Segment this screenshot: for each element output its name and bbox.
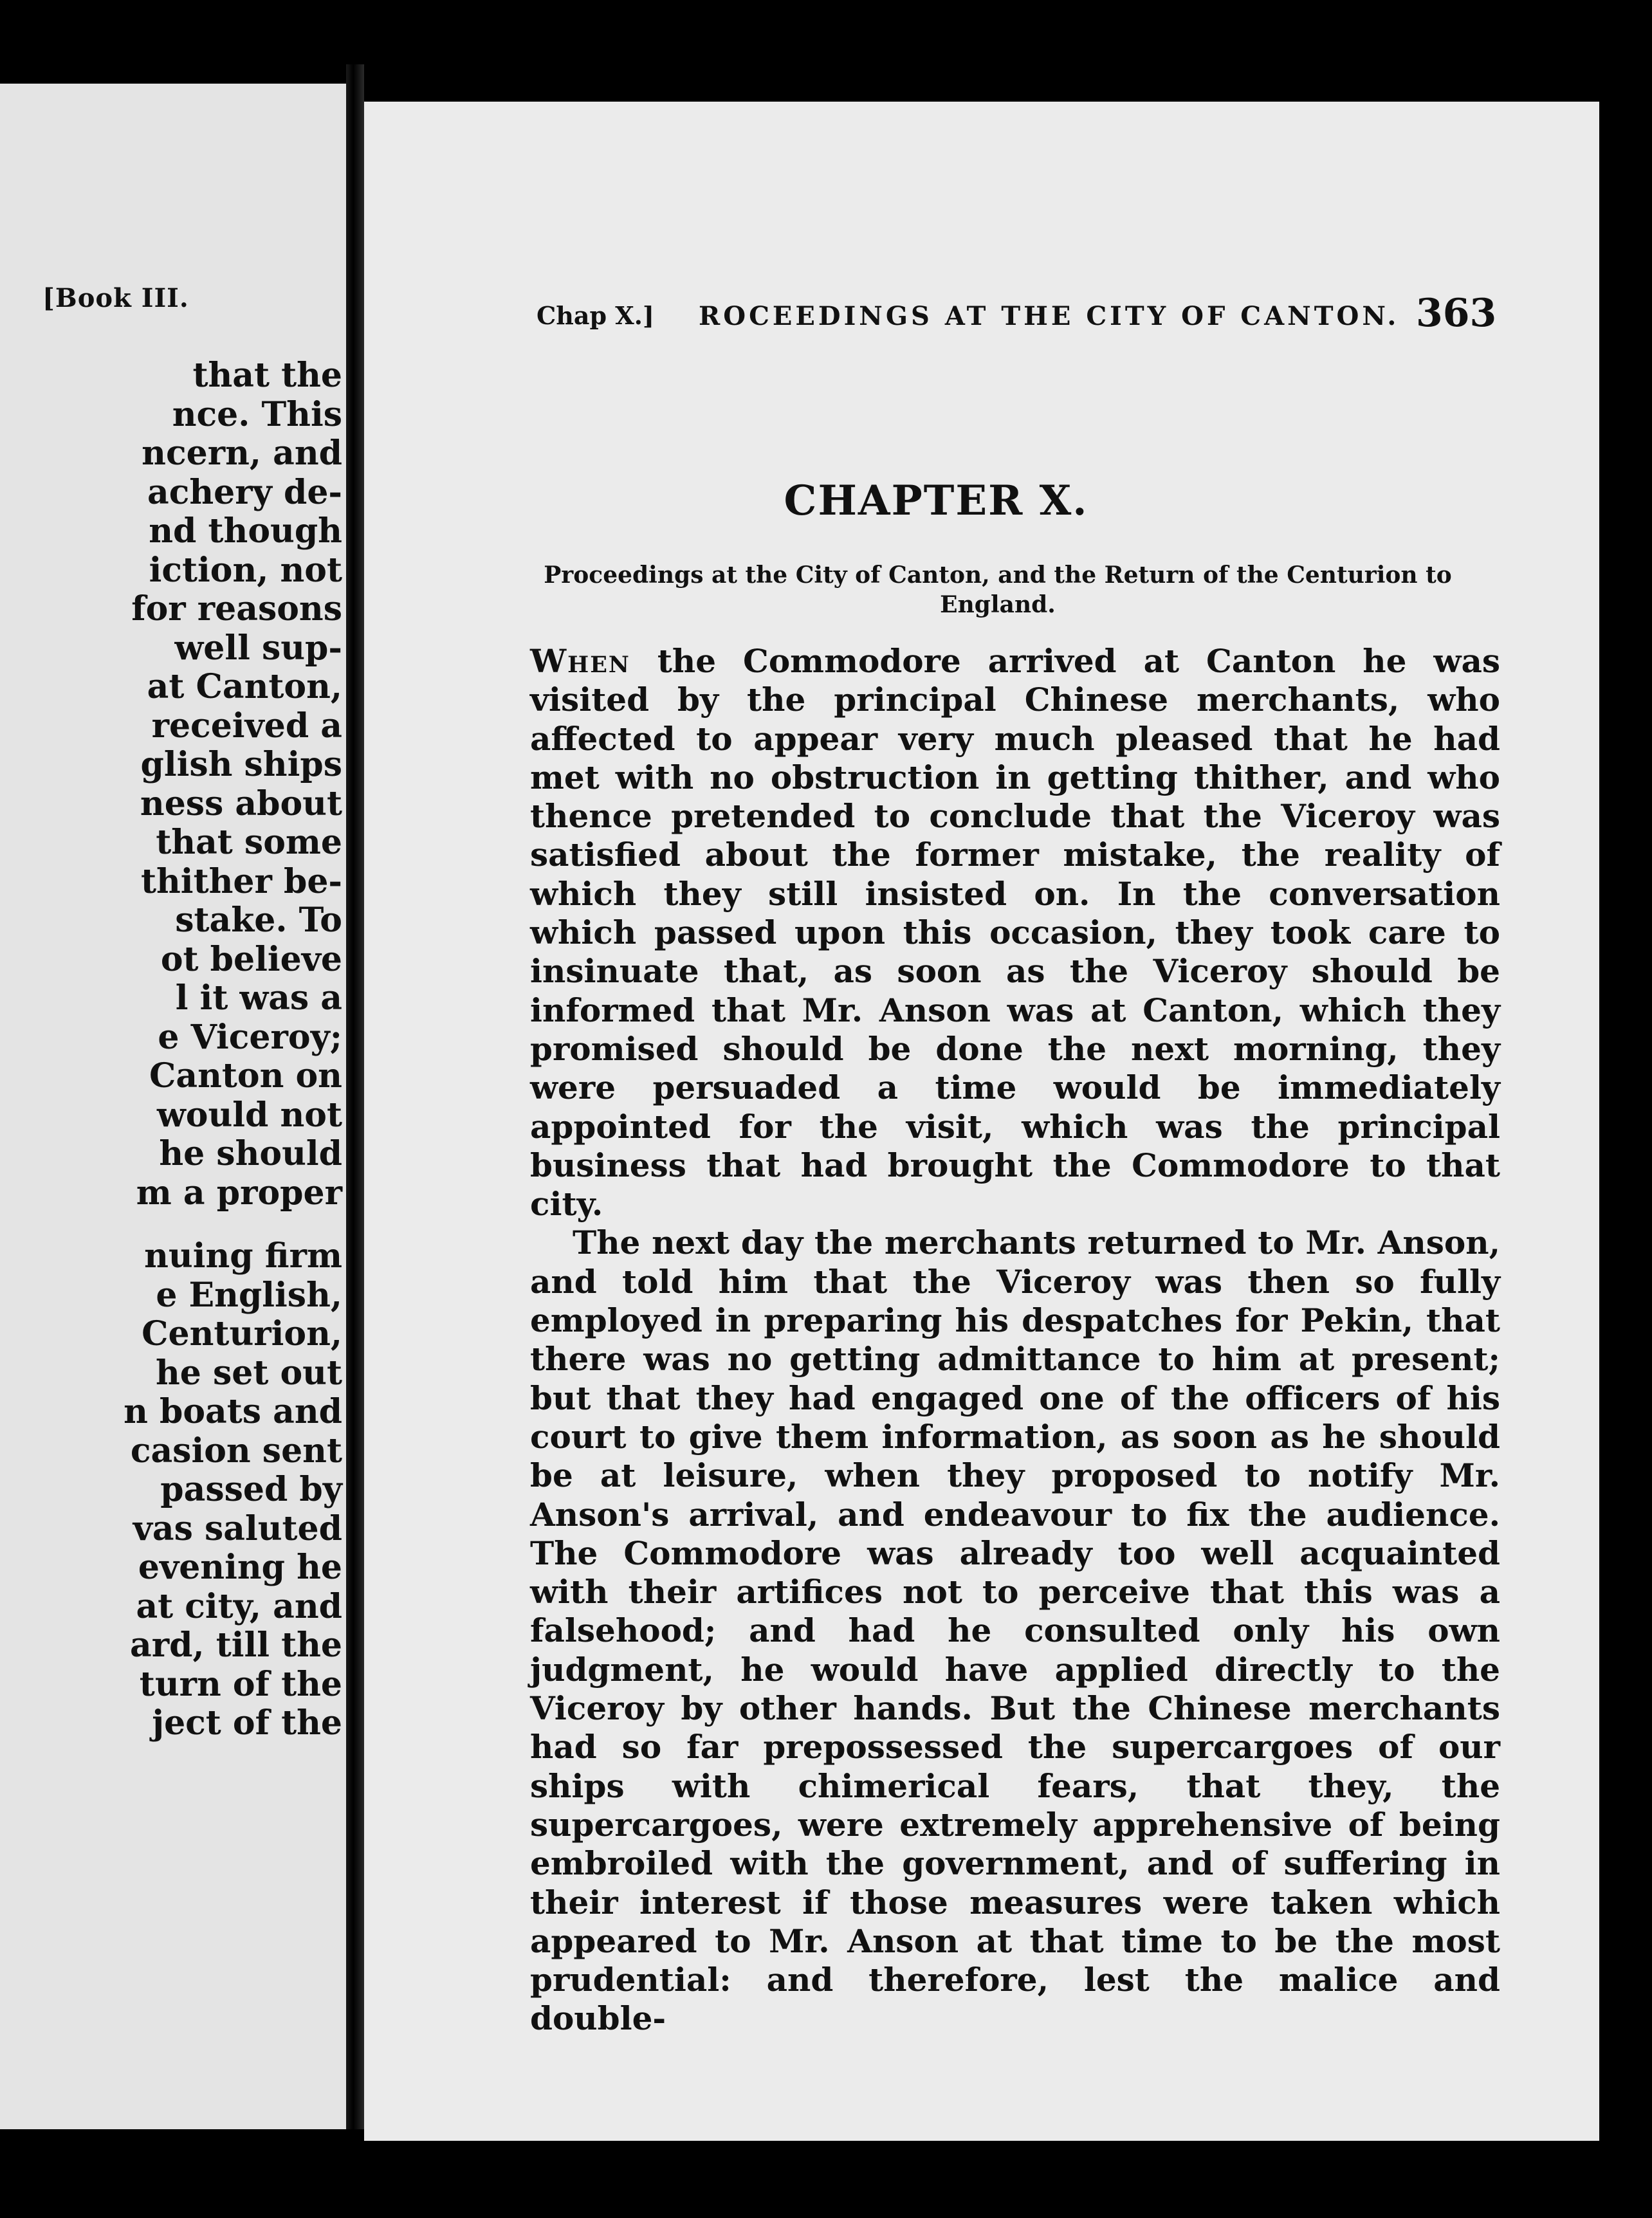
- left-page-line: ard, till the: [130, 1626, 342, 1665]
- left-page-line: well sup-: [174, 628, 342, 668]
- left-page-line: achery de-: [147, 472, 342, 512]
- left-page-line: ject of the: [152, 1703, 342, 1743]
- right-page: [364, 102, 1599, 2141]
- page-number: 363: [1416, 291, 1497, 336]
- body-text: [530, 642, 1500, 2039]
- left-page-line: turn of the: [139, 1664, 342, 1704]
- left-page-line: casion sent: [130, 1431, 342, 1471]
- left-page-line: nuing firm: [144, 1236, 342, 1276]
- left-page-line: would not: [157, 1095, 342, 1135]
- chapter-reference: Chap X.]: [537, 301, 654, 330]
- paragraph-lead-word: When: [530, 642, 630, 680]
- chapter-title: CHAPTER X.: [784, 477, 1088, 525]
- chapter-subtitle: Proceedings at the City of Canton, and the Return of the Centurion to England.: [544, 562, 1452, 618]
- left-page-line: iction, not: [149, 550, 342, 590]
- left-page-line: for reasons: [131, 589, 342, 628]
- left-page-line: ncern, and: [142, 434, 342, 473]
- left-page-line: nd though: [149, 511, 342, 551]
- left-page-line: thither be-: [140, 861, 342, 901]
- left-page-line: e English,: [156, 1275, 342, 1315]
- left-page-line: at Canton,: [147, 667, 342, 706]
- left-page-line: nce. This: [172, 394, 342, 434]
- left-page-line: stake. To: [175, 901, 342, 940]
- left-page-line: passed by: [160, 1470, 342, 1509]
- paragraph-2: The next day the merchants returned to Mr. Anson, and told him that the Viceroy was then so fully employed in preparing his despatches for Pekin, that there was no getting admittance to him at present; but that they had engaged one of the officers of his court to give them information, as soon as he should be at leisure, when they proposed to notify Mr. Anson's arrival, and endeavour to fix the audience. The Commodore was already too well acquainted with their artifices not to perceive that this was a falsehood; and had he consulted only his own judgment, he would have applied directly to the Viceroy by other hands. But the Chinese merchants had so far prepossessed the supercargoes of our ships with chimerical fears, that they, the supercargoes, were extremely apprehensive of being embroiled with the government, and of suffering in their interest if those measures were taken which appeared to Mr. Anson at that time to be the most prudential: and therefore, lest the malice and double-: [530, 1224, 1500, 2038]
- running-header: [364, 291, 1599, 336]
- left-page-line: Canton on: [149, 1056, 342, 1095]
- left-page-line: n boats and: [124, 1392, 342, 1431]
- left-page-line: that some: [156, 823, 342, 862]
- left-page-line: that the: [192, 356, 342, 395]
- book-gutter: [346, 64, 364, 2129]
- left-page-line: m a proper: [136, 1173, 342, 1213]
- left-page-line: he set out: [156, 1353, 342, 1393]
- paragraph-1-text: the Commodore arrived at Canton he was visited by the principal Chinese merchants, who affected to appear very much pleased that he had met with no obstruction in getting thither, and who thence pretended to conclude that the Viceroy was satisfied about the former mistake, the reality of which they still insisted on. In the conversation which passed upon this occasion, they took care to insinuate that, as soon as the Viceroy should be informed that Mr. Anson was at Canton, which they promised should be done the next morning, they were persuaded a time would be immediately appointed for the visit, which was the principal business that had brought the Commodore to that city.: [530, 642, 1500, 1224]
- left-page-line: at city, and: [136, 1586, 342, 1626]
- running-title: ROCEEDINGS AT THE CITY OF CANTON.: [699, 301, 1400, 331]
- left-page-line: ness about: [140, 784, 342, 823]
- left-page-line: Centurion,: [142, 1314, 342, 1353]
- left-page-line: vas saluted: [133, 1508, 342, 1548]
- left-page-line: evening he: [138, 1548, 342, 1587]
- paragraph-1: [530, 642, 1500, 1224]
- left-page-header: [Book III.: [42, 283, 189, 313]
- left-page-line: e Viceroy;: [158, 1017, 342, 1057]
- left-page-line: glish ships: [140, 745, 342, 784]
- left-page-line: ot believe: [160, 939, 342, 979]
- left-page-line: he should: [159, 1134, 342, 1173]
- left-page-line: l it was a: [175, 978, 342, 1018]
- left-page-line: received a: [151, 706, 342, 746]
- left-facing-page: [0, 84, 346, 2129]
